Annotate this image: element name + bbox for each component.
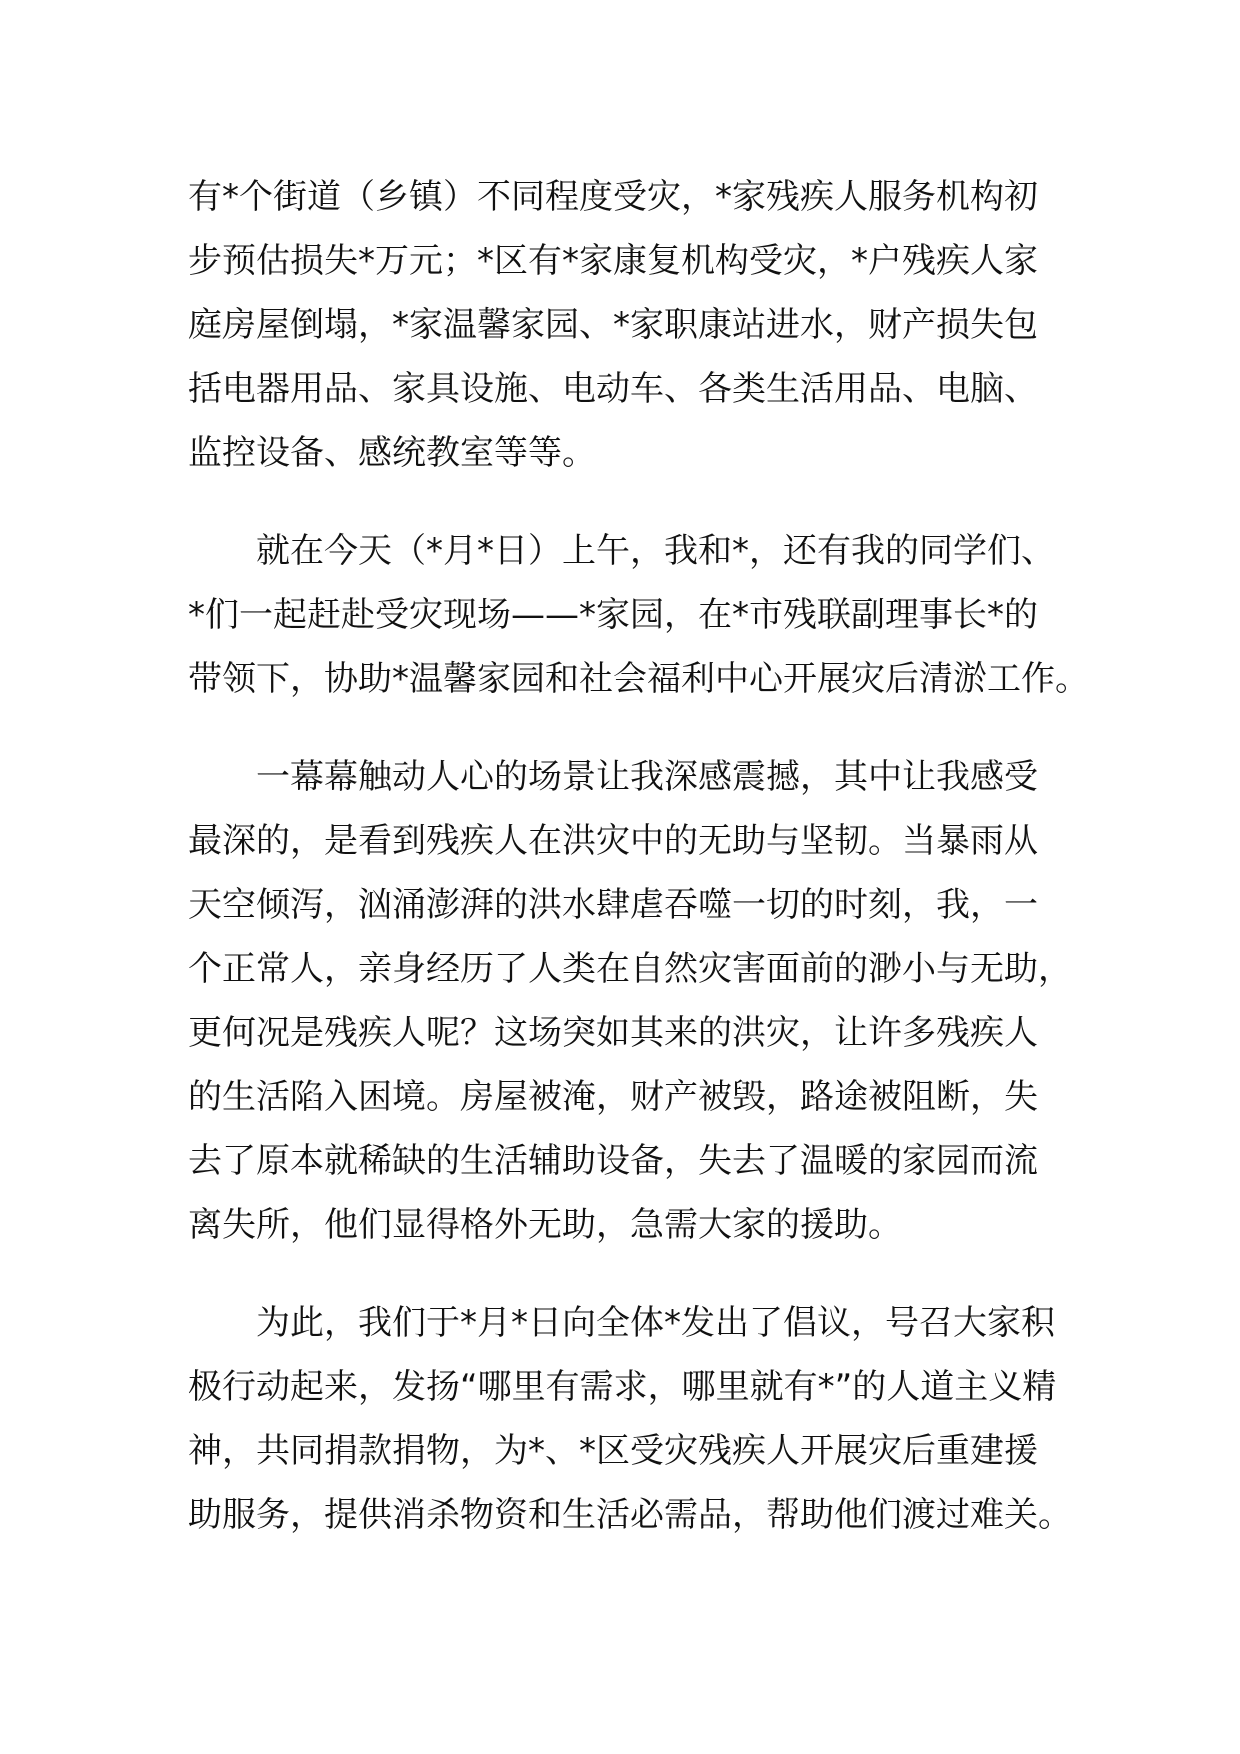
text-line: 括电器用品、家具设施、电动车、各类生活用品、电脑、 bbox=[188, 369, 1038, 409]
text-line: 一幕幕触动人心的场景让我深感震撼，其中让我感受 bbox=[256, 757, 1038, 797]
text-line: 最深的，是看到残疾人在洪灾中的无助与坚韧。当暴雨从 bbox=[188, 821, 1038, 861]
text-line: 天空倾泻，汹涌澎湃的洪水肆虐吞噬一切的时刻，我，一 bbox=[188, 885, 1038, 925]
paragraph-initiative bbox=[188, 1291, 1072, 1547]
text-line: 神，共同捐款捐物，为*、*区受灾残疾人开展灾后重建援 bbox=[188, 1431, 1038, 1471]
text-line: 更何况是残疾人呢？这场突如其来的洪灾，让许多残疾人 bbox=[188, 1013, 1038, 1053]
text-line: 步预估损失*万元；*区有*家康复机构受灾，*户残疾人家 bbox=[188, 241, 1038, 281]
document-body bbox=[188, 165, 1089, 1581]
paragraph-site-visit bbox=[188, 519, 1089, 711]
text-line: 助服务，提供消杀物资和生活必需品，帮助他们渡过难关。 bbox=[188, 1495, 1072, 1535]
text-line: 离失所，他们显得格外无助，急需大家的援助。 bbox=[188, 1205, 902, 1245]
text-line: 庭房屋倒塌，*家温馨家园、*家职康站进水，财产损失包 bbox=[188, 305, 1038, 345]
text-line: 有*个街道（乡镇）不同程度受灾，*家残疾人服务机构初 bbox=[188, 177, 1038, 217]
text-line: 就在今天（*月*日）上午，我和*，还有我的同学们、 bbox=[256, 531, 1055, 571]
text-line: 极行动起来，发扬“哪里有需求，哪里就有*”的人道主义精 bbox=[188, 1367, 1057, 1407]
text-line: 监控设备、感统教室等等。 bbox=[188, 433, 596, 473]
text-line: 去了原本就稀缺的生活辅助设备，失去了温暖的家园而流 bbox=[188, 1141, 1038, 1181]
text-line: 为此，我们于*月*日向全体*发出了倡议，号召大家积 bbox=[256, 1303, 1055, 1343]
text-line: *们一起赶赴受灾现场——*家园，在*市残联副理事长*的 bbox=[188, 595, 1038, 635]
text-line: 带领下，协助*温馨家园和社会福利中心开展灾后清淤工作。 bbox=[188, 659, 1089, 699]
paragraph-flood-losses bbox=[188, 165, 1058, 485]
paragraph-reflection bbox=[188, 745, 1072, 1257]
text-line: 个正常人，亲身经历了人类在自然灾害面前的渺小与无助， bbox=[188, 949, 1072, 989]
text-line: 的生活陷入困境。房屋被淹，财产被毁，路途被阻断，失 bbox=[188, 1077, 1038, 1117]
